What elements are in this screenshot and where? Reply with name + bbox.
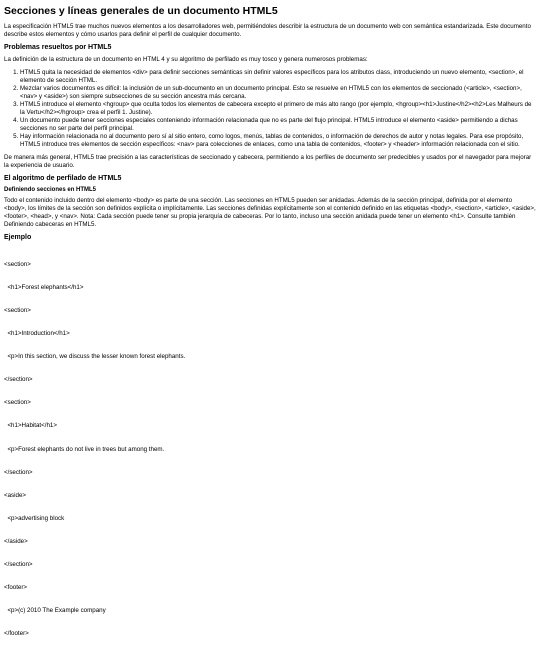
- code-line: </section>: [4, 468, 33, 476]
- list-item: 1. HTML5 quita la necesidad de elementos <div> para definir secciones semánticas sin definir valores específicos para los atributos class, introduciendo un nuevo elemento, <section>, el elemento de sección HTML.: [20, 69, 536, 85]
- list-item: 4. Un documento puede tener secciones especiales conteniendo información relacionada que no es parte del flujo principal. HTML5 introduce el elemento <aside> permitiendo a dichas secciones no ser parte del perfil principal.: [20, 117, 536, 133]
- example-heading: Ejemplo: [4, 234, 32, 242]
- code-line: </aside>: [4, 537, 28, 545]
- code-line: <footer>: [4, 583, 28, 591]
- code-line: <section>: [4, 307, 31, 315]
- code-line: <p>(c) 2010 The Example company: [4, 606, 106, 614]
- problems-conclusion: De manera más general, HTML5 trae precisión a las características de seccionado y cabecera, permitiendo a los perfiles de documento ser predecibles y usados por el navegador para mejorar la experiencia de usuario.: [4, 154, 532, 170]
- sections-paragraph: Todo el contenido incluido dentro del elemento <body> es parte de una sección. Las secciones en HTML5 pueden ser anidadas. Además de la sección principal, definida por el elemento <body>, los límites de la sección son definidos explícita o implícitamente. Las secciones definidas explícitamente son el contenido definido en las etiquetas <body>, <section>, <article>, <aside>, <footer>, <head>, y <nav>. Nota: Cada sección puede tener su propia jerarquía de cabeceras. Por lo tanto, incluso una sección anidada puede tener un elemento <h1>. Consulte también Definiendo cabeceras en HTML5.: [4, 197, 536, 229]
- sections-heading: Definiendo secciones en HTML5: [4, 186, 97, 193]
- algorithm-heading: El algoritmo de perfilado de HTML5: [4, 175, 122, 183]
- list-item: 3. HTML5 introduce el elemento <hgroup> que oculta todos los elementos de cabecera excepto el primero de más alto rango (por ejemplo, <hgroup><h1>Justine</h2><h2>Les Malheurs de la Vertu</h2></hgroup> crea el perfil 1. Justine).: [20, 101, 536, 117]
- code-line: <section>: [4, 399, 31, 407]
- code-line: <p>Forest elephants do not live in trees but among them.: [4, 445, 165, 453]
- code-line: <aside>: [4, 491, 27, 499]
- code-line: <p>advertising block: [4, 514, 65, 522]
- intro-paragraph: La especificación HTML5 trae muchos nuevos elementos a los desarrolladores web, permitiéndoles describir la estructura de un documento web con semántica estandarizada. Este documento describe estos elementos y cómo usarlos para definir el perfil de cualquier documento.: [4, 23, 531, 39]
- code-line: </footer>: [4, 630, 29, 638]
- problems-intro: La definición de la estructura de un documento en HTML 4 y su algoritmo de perfilado es muy tosco y genera numerosos problemas:: [4, 55, 368, 63]
- code-line: <p>In this section, we discuss the lesser known forest elephants.: [4, 353, 186, 361]
- list-item: 5. Hay información relacionada no al documento pero sí al sitio entero, como logos, menús, tablas de contenidos, o información de derechos de autor y notas legales. Para ese propósito, HTML5 introduce tres elementos de sección específicos: <nav> para colecciones de enlaces, como una tabla de contenidos, <footer> y <header> información relacionada con el sitio.: [20, 133, 536, 149]
- code-line: <h1>Introduction</h1>: [4, 330, 70, 338]
- code-line: </section>: [4, 560, 33, 568]
- example-code-block: [4, 246, 536, 653]
- code-line: </section>: [4, 376, 33, 384]
- problems-heading: Problemas resueltos por HTML5: [4, 44, 112, 52]
- page-title: Secciones y líneas generales de un documento HTML5: [4, 5, 278, 17]
- code-line: <h1>Habitat</h1>: [4, 422, 57, 430]
- code-line: <h1>Forest elephants</h1>: [4, 284, 84, 292]
- problems-list: [4, 69, 536, 150]
- code-line: <section>: [4, 261, 31, 269]
- list-item: 2. Mezclar varios documentos es difícil: la inclusión de un sub-documento en un documento principal. Esto se resuelve en HTML5 con los elementos de seccionado (<article>, <section>, <nav> y <aside>) son siempre subsecciones de su sección ancestra más cercana.: [20, 85, 536, 101]
